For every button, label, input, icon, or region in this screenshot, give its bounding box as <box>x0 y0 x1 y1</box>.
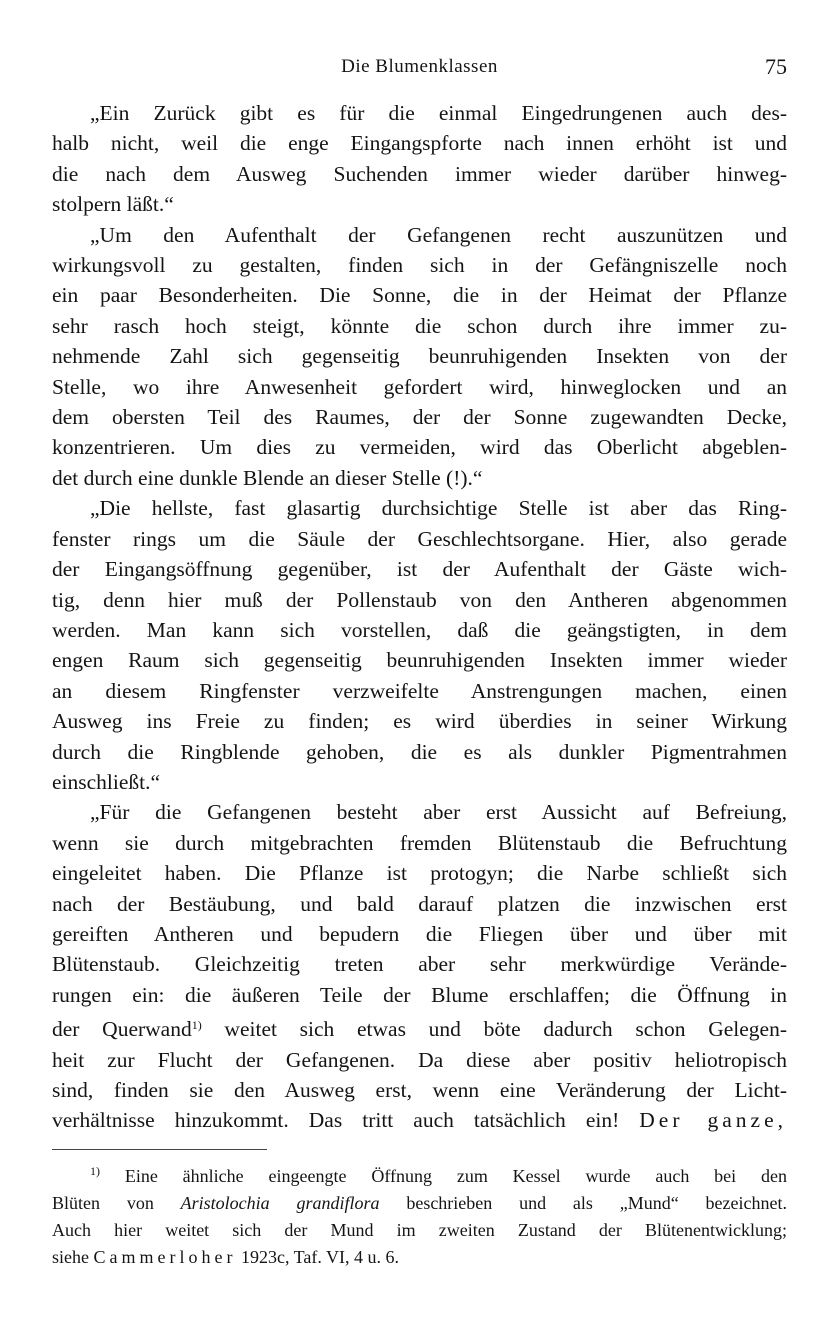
page-number: 75 <box>765 54 787 79</box>
text-line: sehr rasch hoch steigt, könnte die schon durch ihre immer zu- <box>52 313 787 338</box>
text-fragment: weitet sich etwas und böte dadurch schon Gelegen- <box>201 1017 787 1042</box>
text-line: nach der Bestäubung, und bald darauf platzen die inzwischen erst <box>52 891 787 916</box>
text-fragment: Blüten von <box>52 1193 181 1213</box>
footnote-line <box>52 1244 787 1271</box>
text-line: Stelle, wo ihre Anwesenheit gefordert wird, hinweglocken und an <box>52 374 787 399</box>
text-line: halb nicht, weil die enge Eingangspforte nach innen erhöht ist und <box>52 131 787 156</box>
text-line: nehmende Zahl sich gegenseitig beunruhigenden Insekten von der <box>52 344 787 369</box>
text-line: tig, denn hier muß der Pollenstaub von den Antheren abgenommen <box>52 587 787 612</box>
text-line <box>52 1105 787 1135</box>
text-fragment: 1923c, Taf. VI, 4 u. 6. <box>236 1247 400 1267</box>
text-fragment: verhältnisse hinzukommt. Das tritt auch tatsächlich ein! <box>52 1108 620 1133</box>
text-line: „Um den Aufenthalt der Gefangenen recht auszunützen und <box>90 222 787 247</box>
text-line: rungen ein: die äußeren Teile der Blume erschlaffen; die Öffnung in <box>52 982 787 1007</box>
text-line: wenn sie durch mitgebrachten fremden Blütenstaub die Befruchtung <box>52 830 787 855</box>
text-fragment: der Querwand <box>52 1017 192 1042</box>
text-line: dem obersten Teil des Raumes, der der Sonne zugewandten Decke, <box>52 405 787 430</box>
text-line: die nach dem Ausweg Suchenden immer wieder darüber hinweg- <box>52 161 787 186</box>
text-line: „Für die Gefangenen besteht aber erst Aussicht auf Befreiung, <box>90 800 787 825</box>
text-line: an diesem Ringfenster verzweifelte Anstrengungen machen, einen <box>52 678 787 703</box>
text-line: stolpern läßt.“ <box>52 192 174 217</box>
text-line: engen Raum sich gegenseitig beunruhigenden Insekten immer wieder <box>52 648 787 673</box>
text-line: konzentrieren. Um dies zu vermeiden, wird das Oberlicht abgeblen- <box>52 435 787 460</box>
text-line: gereiften Antheren und bepudern die Fliegen über und über mit <box>52 921 787 946</box>
text-fragment: siehe <box>52 1247 94 1267</box>
text-line: werden. Man kann sich vorstellen, daß die geängstigten, in dem <box>52 617 787 642</box>
footnote-divider <box>52 1149 267 1150</box>
text-line <box>52 1010 787 1044</box>
text-line: eingeleitet haben. Die Pflanze ist protogyn; die Narbe schließt sich <box>52 861 787 886</box>
footnote <box>52 1158 787 1271</box>
page-header <box>52 52 787 86</box>
text-line: wirkungsvoll zu gestalten, finden sich in der Gefängniszelle noch <box>52 253 787 278</box>
footnote-line <box>52 1190 787 1217</box>
footnote-line <box>52 1158 787 1190</box>
footnote-marker: 1) <box>90 1164 100 1178</box>
text-line: det durch eine dunkle Blende an dieser Stelle (!).“ <box>52 465 483 490</box>
author-name: Cammerloher <box>93 1247 237 1267</box>
footnote-reference: 1) <box>191 1018 202 1033</box>
running-title: Die Blumenklassen <box>341 56 498 77</box>
text-line: sind, finden sie den Ausweg erst, wenn eine Veränderung der Licht- <box>52 1078 787 1102</box>
text-line: der Eingangsöffnung gegenüber, ist der Aufenthalt der Gäste wich- <box>52 557 787 582</box>
body-text <box>52 98 787 1136</box>
text-line: fenster rings um die Säule der Geschlechtsorgane. Hier, also gerade <box>52 526 787 551</box>
species-name: Aristolochia grandiflora <box>180 1193 380 1213</box>
text-fragment: beschrieben und als „Mund“ bezeichnet. <box>379 1193 788 1213</box>
text-line: „Ein Zurück gibt es für die einmal Eingedrungenen auch des- <box>90 101 787 125</box>
spaced-text: Der ganze, <box>639 1108 788 1133</box>
text-fragment: Eine ähnliche eingeengte Öffnung zum Kessel wurde auch bei den <box>100 1166 787 1186</box>
text-line: ein paar Besonderheiten. Die Sonne, die in der Heimat der Pflanze <box>52 283 787 308</box>
text-line: durch die Ringblende gehoben, die es als dunkler Pigmentrahmen <box>52 739 787 764</box>
text-line: Blütenstaub. Gleichzeitig treten aber sehr merkwürdige Verände- <box>52 952 787 977</box>
text-line: „Die hellste, fast glasartig durchsichtige Stelle ist aber das Ring- <box>90 496 787 521</box>
text-line: Ausweg ins Freie zu finden; es wird überdies in seiner Wirkung <box>52 709 787 734</box>
text-line: einschließt.“ <box>52 769 161 794</box>
footnote-line: Auch hier weitet sich der Mund im zweiten Zustand der Blütenentwicklung; <box>52 1220 787 1240</box>
text-line: heit zur Flucht der Gefangenen. Da diese aber positiv heliotropisch <box>52 1047 787 1072</box>
